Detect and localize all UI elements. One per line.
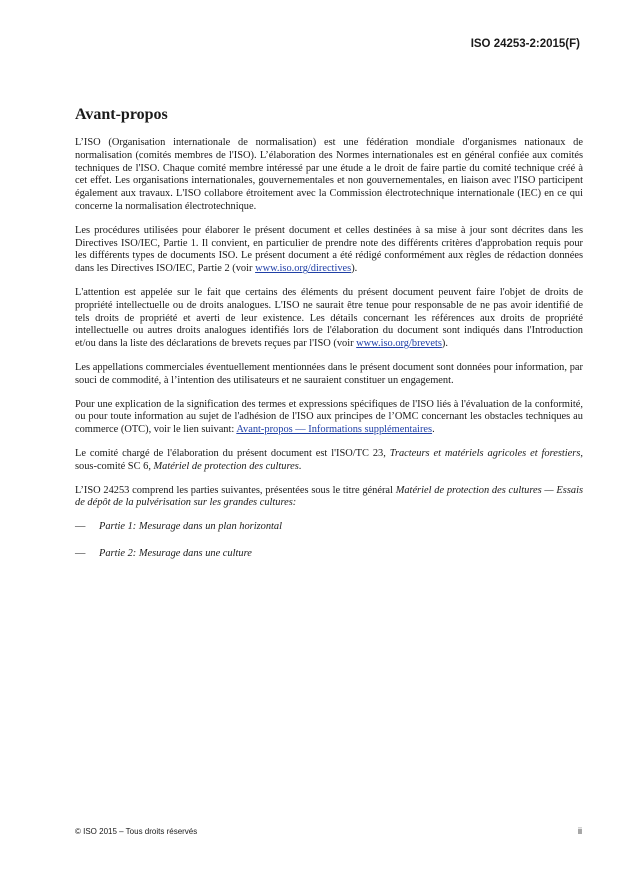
footer-copyright: © ISO 2015 – Tous droits réservés — [75, 827, 198, 836]
list-item-text: Partie 2: Mesurage dans une culture — [99, 547, 252, 559]
paragraph-conformity: Pour une explication de la signification des termes et expressions spécifiques de l'ISO liés à l'évaluation de la conformité, ou pour toute information au sujet de l'adhésion de l'ISO aux principes de l’OMC concernant les obstacles techniques au commerce (OTC), voir le lien suivant: Avant-propos — Informations supplémentaires. — [75, 398, 583, 436]
paragraph-procedures: Les procédures utilisées pour élaborer le présent document et celles destinées à sa mise à jour sont décrites dans les Directives ISO/IEC, Partie 1. Il convient, en particulier de prendre note des différents critères d'approbation requis pour les différents types de documents ISO. Le présent document a été rédigé conformément aux règles de rédaction données dans les Directives ISO/IEC, Partie 2 (voir www.iso.org/directives). — [75, 224, 583, 275]
document-identifier: ISO 24253-2:2015(F) — [470, 38, 580, 50]
link-brevets[interactable]: www.iso.org/brevets — [356, 338, 442, 350]
list-dash: — — [75, 521, 86, 533]
list-item-part-2 — [75, 548, 583, 561]
paragraph-patents: L'attention est appelée sur le fait que certains des éléments du présent document peuvent faire l'objet de droits de propriété intellectuelle ou de droits analogues. L'ISO ne saurait être tenue pour responsable de ne pas avoir identifié de tels droits de propriété et averti de leur existence. Les détails concernant les références aux droits de propriété intellectuelle ou autres droits analogues identifiés lors de l'élaboration du document sont indiqués dans l'Introduction et/ou dans la liste des déclarations de brevets reçues par l'ISO (voir www.iso.org/brevets). — [75, 286, 583, 350]
list-dash: — — [75, 547, 86, 559]
page-title: Avant-propos — [75, 106, 168, 123]
paragraph-iso-intro: L’ISO (Organisation internationale de normalisation) est une fédération mondiale d'organismes nationaux de normalisation (comités membres de l'ISO). L’élaboration des Normes internationales est en général confiée aux comités techniques de l'ISO. Chaque comité membre intéressé par une étude a le droit de faire partie du comité technique créé à cet effet. Les organisations internationales, gouvernementales et non gouvernementales, en liaison avec l'ISO participent également aux travaux. L'ISO collabore étroitement avec la Commission électrotechnique internationale (IEC) en ce qui concerne la normalisation électrotechnique. — [75, 137, 583, 212]
page-number: ii — [578, 826, 582, 836]
paragraph-committee: Le comité chargé de l'élaboration du présent document est l'ISO/TC 23, Tracteurs et matériels agricoles et forestiers, sous-comité SC 6, Matériel de protection des cultures. — [75, 447, 583, 472]
link-directives[interactable]: www.iso.org/directives — [255, 263, 352, 275]
paragraph-parts-intro: L’ISO 24253 comprend les parties suivantes, présentées sous le titre général Matériel de protection des cultures — Essais de dépôt de la pulvérisation sur les grandes cultures: — [75, 484, 583, 509]
list-item-text: Partie 1: Mesurage dans un plan horizontal — [99, 521, 282, 533]
link-avant-propos[interactable]: Avant-propos — Informations supplémentaires — [236, 424, 433, 436]
foreword-body — [75, 137, 583, 575]
list-item-part-1 — [75, 521, 583, 534]
paragraph-trade-names: Les appellations commerciales éventuellement mentionnées dans le présent document sont données pour information, par souci de commodité, à l’intention des utilisateurs et ne sauraient constituer un engagement. — [75, 361, 583, 386]
